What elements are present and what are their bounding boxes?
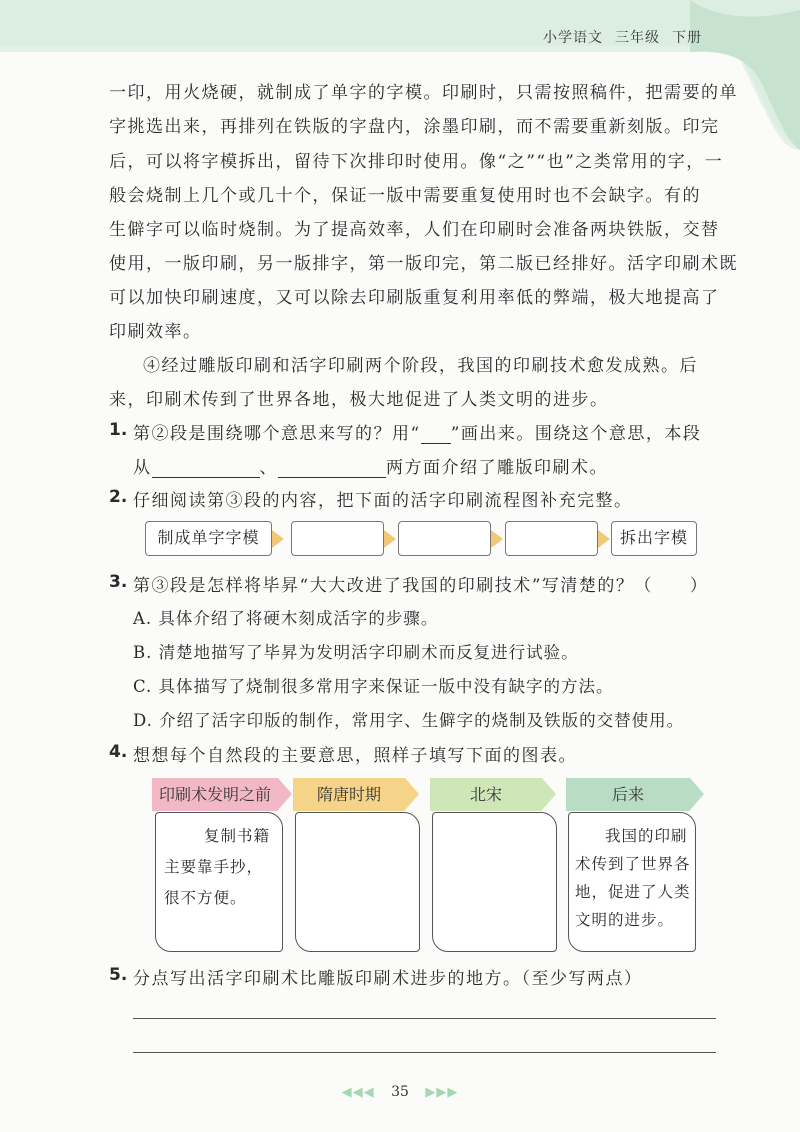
prev-arrows-icon: ◀◀◀ [341, 1085, 375, 1100]
q3-option-c[interactable]: C. 具体描写了烧制很多常用字来保证一版中没有缺字的方法。 [133, 677, 614, 696]
q4-scroll-2-answer[interactable] [295, 812, 420, 952]
q3-text: 第③段是怎样将毕昇“大大改进了我国的印刷技术”写清楚的？（ ） [133, 576, 709, 596]
next-arrows-icon: ▶▶▶ [425, 1085, 459, 1100]
header-grade: 三年级 [615, 30, 660, 46]
q4-tab-northern-song: 北宋 [430, 778, 542, 811]
flow-arrow [598, 530, 610, 548]
q4-col4-line: 地，促进了人类 [575, 883, 691, 901]
page-footer [0, 1084, 800, 1100]
passage-line: 生僻字可以临时烧制。为了提高效率，人们在印刷时会准备两块铁版，交替 [109, 220, 720, 240]
q3-number: 3. [109, 572, 128, 592]
flow-step-first: 制成单字字模 [145, 521, 272, 556]
q2-text: 仔细阅读第③段的内容，把下面的活字印刷流程图补充完整。 [133, 491, 633, 511]
passage-line: 使用，一版印刷，另一版排字，第一版印完，第二版已经排好。活字印刷术既 [109, 254, 738, 274]
passage-line: 来，印刷术传到了世界各地，极大地促进了人类文明的进步。 [109, 390, 609, 410]
q4-col4-line: 文明的进步。 [575, 911, 675, 929]
passage-line: 般会烧制上几个或几十个，保证一版中需要重复使用时也不会缺字。有的 [109, 186, 701, 206]
q4-col1-line: 很不方便。 [164, 889, 247, 907]
flow-step-blank-3[interactable] [505, 521, 598, 556]
passage-line: 印刷效率。 [109, 322, 202, 342]
header-volume: 下册 [672, 30, 702, 46]
q5-answer-line-1[interactable] [133, 1018, 716, 1019]
flow-arrow [272, 530, 284, 548]
passage-line: ④经过雕版印刷和活字印刷两个阶段，我国的印刷技术愈发成熟。后 [143, 356, 698, 376]
flow-arrow [384, 530, 396, 548]
q1-text: 第②段是围绕哪个意思来写的？用“ ”画出来。围绕这个意思，本段 [133, 424, 702, 444]
passage-line: 字挑选出来，再排列在铁版的字盘内，涂墨印刷，而不需要重新刻版。印完 [109, 117, 720, 137]
flow-step-last: 拆出字模 [611, 521, 697, 556]
q4-scroll-3-answer[interactable] [432, 812, 557, 952]
flow-arrow [491, 530, 503, 548]
q4-scroll-1 [155, 812, 283, 952]
q3-option-a[interactable]: A. 具体介绍了将硬木刻成活字的步骤。 [133, 609, 439, 628]
q4-col4-line: 术传到了世界各 [575, 855, 691, 873]
q3-option-b[interactable]: B. 清楚地描写了毕昇为发明活字印刷术而反复进行试验。 [133, 643, 579, 662]
q4-tab-sui-tang: 隋唐时期 [293, 778, 405, 811]
q5-number: 5. [109, 965, 128, 985]
q1-blank-1[interactable] [152, 457, 260, 478]
q4-number: 4. [109, 742, 128, 762]
q4-tab-before-invention: 印刷术发明之前 [152, 778, 278, 811]
q1-blank-2[interactable] [278, 457, 386, 478]
passage-line: 一印，用火烧硬，就制成了单字的字模。印刷时，只需按照稿件，把需要的单 [109, 83, 738, 103]
q1-underline-sample [421, 425, 451, 444]
passage-line: 可以加快印刷速度，又可以除去印刷版重复利用率低的弊端，极大地提高了 [109, 288, 720, 308]
q4-col1-line: 复制书籍 [204, 827, 271, 845]
flow-step-blank-1[interactable] [291, 521, 384, 556]
q1-line2: 从 、 两方面介绍了雕版印刷术。 [133, 458, 608, 478]
q2-number: 2. [109, 487, 128, 507]
q4-col1-line: 主要靠手抄， [164, 858, 264, 876]
header-title [531, 27, 702, 47]
q4-tab-later: 后来 [566, 778, 690, 811]
q4-col4-line: 我国的印刷 [605, 827, 688, 845]
header-subject: 小学语文 [543, 30, 603, 46]
q5-text: 分点写出活字印刷术比雕版印刷术进步的地方。（至少写两点） [133, 969, 643, 989]
q1-number: 1. [109, 420, 128, 440]
q4-scroll-4 [568, 812, 696, 952]
q4-text: 想想每个自然段的主要意思，照样子填写下面的图表。 [133, 746, 577, 766]
q5-answer-line-2[interactable] [133, 1052, 716, 1053]
q3-option-d[interactable]: D. 介绍了活字印版的制作，常用字、生僻字的烧制及铁版的交替使用。 [133, 711, 685, 730]
passage-line: 后，可以将字模拆出，留待下次排印时使用。像“之”“也”之类常用的字，一 [109, 152, 724, 172]
flow-step-blank-2[interactable] [398, 521, 491, 556]
page-number: 35 [391, 1084, 409, 1100]
